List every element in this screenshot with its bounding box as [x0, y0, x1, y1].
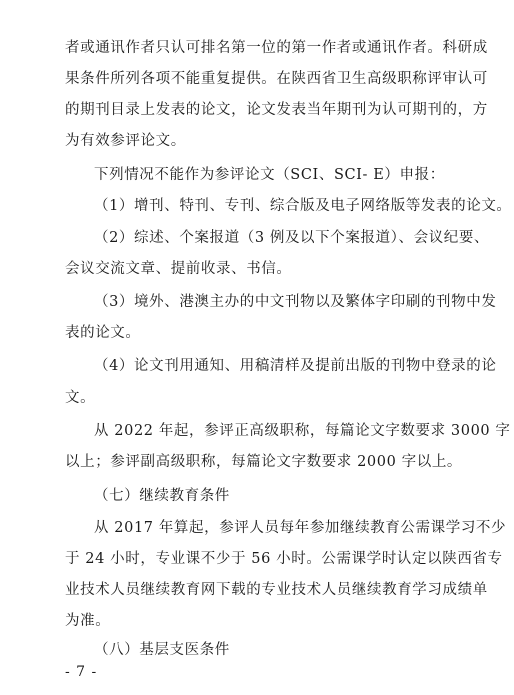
- paragraph-word-count: 从 2022 年起，参评正高级职称，每篇论文字数要求 3000 字: [94, 423, 511, 439]
- paragraph-continuing-education: 从 2017 年算起，参评人员每年参加继续教育公需课学习不少: [94, 520, 507, 536]
- list-item: （4）论文刊用通知、用稿清样及提前出版的刊物中登录的论: [94, 358, 497, 374]
- body-text-line: 文。: [65, 390, 96, 406]
- body-text-line: 于 24 小时，专业课不少于 56 小时。公需课学时认定以陕西省专: [65, 551, 503, 567]
- body-text-line: 者或通讯作者只认可排名第一位的第一作者或通讯作者。科研成: [65, 40, 488, 56]
- list-item: （3）境外、港澳主办的中文刊物以及繁体字印刷的刊物中发: [94, 294, 497, 310]
- body-text-line: 表的论文。: [65, 325, 141, 341]
- section-heading: （七）继续教育条件: [94, 488, 230, 504]
- section-heading: （八）基层支医条件: [94, 642, 230, 658]
- body-text-line: 的期刊目录上发表的论文，论文发表当年期刊为认可期刊的，方: [65, 102, 488, 118]
- page-number: - 7 -: [65, 664, 98, 680]
- body-text-line: 果条件所列各项不能重复提供。在陕西省卫生高级职称评审认可: [65, 71, 488, 87]
- body-text-line: 为准。: [65, 613, 111, 629]
- paragraph-intro: 下列情况不能作为参评论文（SCI、SCI- E）申报：: [94, 167, 445, 183]
- list-item: （2）综述、个案报道（3 例及以下个案报道）、会议纪要、: [94, 230, 490, 246]
- body-text-line: 为有效参评论文。: [65, 133, 186, 149]
- list-item: （1）增刊、特刊、专刊、综合版及电子网络版等发表的论文。: [94, 198, 512, 214]
- body-text-line: 业技术人员继续教育网下载的专业技术人员继续教育学习成绩单: [65, 582, 488, 598]
- body-text-line: 以上；参评副高级职称，每篇论文字数要求 2000 字以上。: [65, 454, 463, 470]
- body-text-line: 会议交流文章、提前收录、书信。: [65, 261, 292, 277]
